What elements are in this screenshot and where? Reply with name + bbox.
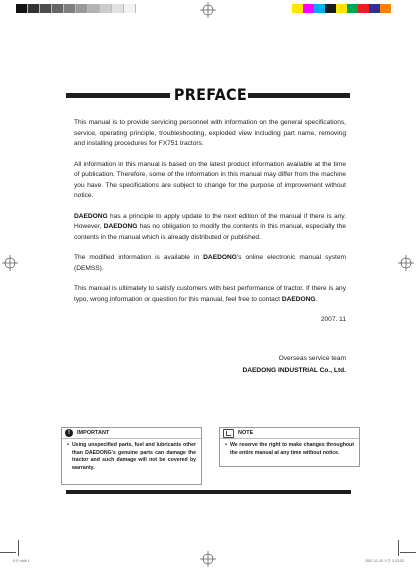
preface-body: [74, 118, 346, 315]
brand-name: DAEDONG: [74, 212, 108, 220]
color-swatch: [28, 4, 40, 13]
file-slug: 서문.indb 1: [12, 559, 30, 563]
color-swatch: [303, 4, 314, 13]
color-swatch: [88, 4, 100, 13]
note-label: NOTE: [238, 430, 254, 436]
color-swatch: [336, 4, 347, 13]
note-box: [219, 427, 360, 467]
paragraph-2: All information in this manual is based on the latest product information available at the time of publication. Therefore, some of the information in this manual may differ from the machine you have. The specifications are subject to change for the purpose of improvement without notice.: [74, 160, 346, 199]
crop-mark: [398, 540, 399, 556]
paragraph-3: DAEDONG has a principle to apply update to the next edition of the manual if there is any. However, DAEDONG has no obligation to modify the contents in this manual, especially the contents in the manual which is already distributed or published.: [74, 212, 346, 241]
crop-mark: [400, 552, 416, 553]
bullet: •: [67, 442, 69, 448]
timestamp-slug: 2007-11-20 오후 3:33:03: [364, 559, 404, 563]
bottom-rule: [66, 490, 351, 494]
title-rule-left: [66, 93, 170, 98]
important-box: [61, 427, 202, 485]
bullet: •: [225, 442, 227, 448]
color-swatch: [292, 4, 303, 13]
color-swatch: [358, 4, 369, 13]
color-swatch: [76, 4, 88, 13]
brand-name: DAEDONG: [281, 295, 316, 303]
color-swatch: [369, 4, 380, 13]
registration-mark-bottom: [200, 551, 216, 567]
note-icon: [223, 429, 234, 438]
note-box-header: [220, 428, 359, 439]
registration-mark-right: [398, 255, 414, 271]
color-swatch: [325, 4, 336, 13]
exclamation-icon: !: [65, 429, 73, 437]
publication-date: 2007. 11: [320, 316, 346, 323]
brand-name: DAEDONG: [103, 223, 138, 230]
page-title: PREFACE: [173, 85, 248, 104]
color-swatch: [112, 4, 124, 13]
process-color-bar: [292, 4, 402, 13]
color-swatch: [52, 4, 64, 13]
signature-team: Overseas service team: [278, 355, 346, 362]
important-label: IMPORTANT: [77, 430, 110, 436]
color-swatch: [64, 4, 76, 13]
paragraph-1: This manual is to provide servicing personnel with information on the general specifications, service, operating principle, troubleshooting, exploded view including part name, removing and installing procedures for FX751 tractors.: [74, 119, 346, 147]
registration-mark-left: [2, 255, 18, 271]
brand-name: DAEDONG: [203, 254, 237, 261]
color-swatch: [314, 4, 325, 13]
color-swatch: [40, 4, 52, 13]
paragraph-4: The modified information is available in DAEDONG's online electronic manual system (DEMSS).: [74, 254, 346, 272]
color-swatch: [391, 4, 402, 13]
crop-mark: [18, 540, 19, 556]
important-box-header: [62, 428, 201, 439]
important-text: Using unspecified parts, fuel and lubricants other than DAEDONG's genuine parts can damage the tractor and such damage will not be covered by warranty.: [71, 442, 196, 471]
paragraph-5: This manual is ultimately to satisfy customers with best performance of tractor. If there is any typo, wrong information or question for this manual, feel free to contact DAEDONG.: [74, 285, 346, 303]
grayscale-color-bar: [16, 4, 136, 13]
color-swatch: [380, 4, 391, 13]
color-swatch: [124, 4, 136, 13]
color-swatch: [347, 4, 358, 13]
color-swatch: [100, 4, 112, 13]
note-text: We reserve the right to make changes throughout the entire manual at any time without notice.: [229, 442, 354, 456]
crop-mark: [0, 552, 16, 553]
registration-mark-top: [200, 2, 216, 18]
signature-company: DAEDONG INDUSTRIAL Co., Ltd.: [242, 367, 346, 374]
title-rule-right: [248, 93, 350, 98]
color-swatch: [16, 4, 28, 13]
